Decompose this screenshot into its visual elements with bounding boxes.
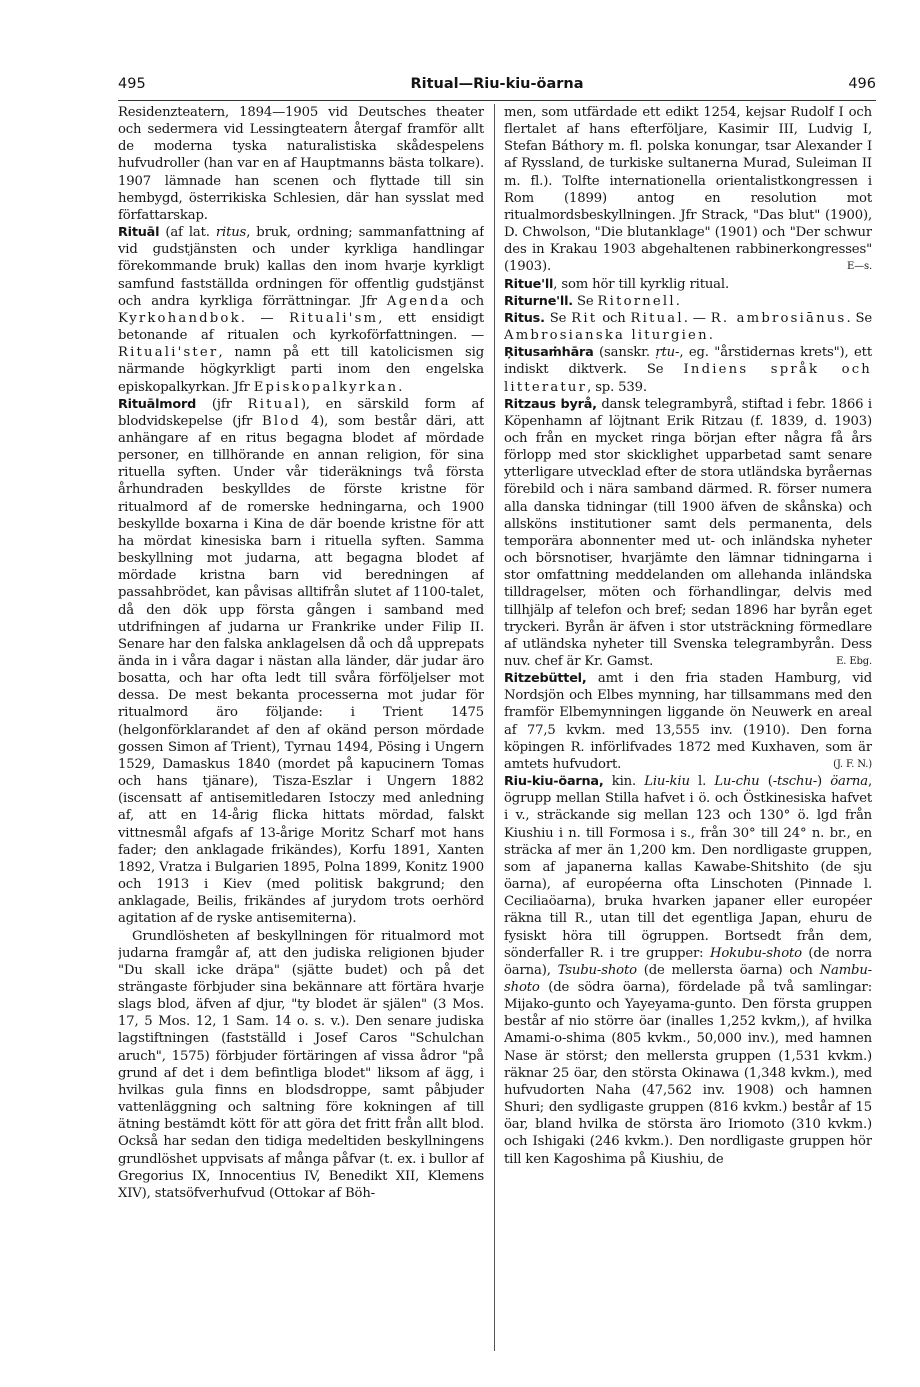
- headword-ritual: Rituāl: [118, 225, 160, 241]
- cross-ref-episkopalkyrkan: Episkopalkyrkan: [253, 379, 399, 395]
- paragraph-residenzteatern: Residenzteatern, 1894—1905 vid Deutsches theater och sedermera vid Lessingteatern återgaf framför allt de moderna tyska naturalistiska skådespelens hufvudroller (han var en af Hauptmanns bästa tolkare). 1907 lämnade han scenen och flyttade till sin hembygd, österrikiska Schlesien, där han sysslat med författarskap.: [118, 105, 484, 223]
- headword-ritzaus-byra: Ritzaus byrå,: [504, 396, 597, 412]
- cross-ref-indiens-sprak: Indiens språk och litteratur: [504, 362, 872, 395]
- headword-riturnell: Riturne'll.: [504, 293, 573, 309]
- cross-ref-ritornell: Ritornell: [597, 293, 676, 309]
- page-number-left: 495: [118, 76, 146, 92]
- cross-ref-agenda: Agenda: [386, 293, 451, 309]
- headword-ritzebuttel: Ritzebüttel,: [504, 671, 587, 687]
- left-column: [118, 104, 484, 1353]
- entry-rituell: Ritue'll, som hör till kyrklig ritual.: [504, 276, 730, 292]
- header-rule: [118, 100, 876, 101]
- cross-ref-kyrkohandbok: Kyrkohandbok: [118, 310, 241, 326]
- paragraph-continuation: men, som utfärdade ett edikt 1254, kejsar Rudolf I och flertalet af hans efterföljare, Kasimir III, Ludvig I, Stefan Báthory m. fl. polska konungar, tsar Alexander I af Ryssland, de turkiske sultanerna Murad, Suleiman II m. fl.). Tolfte internationella orientalistkongressen i Rom (1899) antog en resolution mot ritualmordsbeskyllningen. Jfr Strack, "Das blut" (1900), D. Chwolson, "Die blutanklage" (1901) och "Der schwur des in Krakau 1903 abgehaltenen rabbinerkongresses" (1903). E—s.: [504, 105, 872, 275]
- running-title: Ritual—Riu-kiu-öarna: [410, 76, 584, 92]
- page-number-right: 496: [848, 76, 876, 92]
- author-signature: E—s.: [846, 261, 872, 273]
- page-header: [118, 76, 876, 102]
- entry-ritualmord: Rituālmord (jfr Ritual), en särskild form af blodvidskepelse (jfr Blod 4), som består däri, att anhängare af en ritus begagna blodet af mördade personer, en tillhörande en annan religion, för sina rituella syften. Under vår tideräknings två första århundraden beskylldes de förste kristne för ritualmord af de romerske hedningarna, och 1900 beskyllde boxarna i Kina de där boende kristne för att ha mördat kinesiska barn i rituella syften. Samma beskyllning mot judarna, att begagna blodet af mördade kristna barn vid beredningen af passahbrödet, kan påvisas alltifrån slutet af 1100-talet, då den dök upp första gången i samband med utdrifningen af judarna ur Frankrike under Filip II. Senare har den falska anklagelsen då och då upprepats ända in i våra dagar i nästan alla länder, där judar äro bosatta, och har ofta ledt till svåra förföljelser mot dessa. De mest bekanta processerna mot judar för ritualmord äro följande: i Trient 1475 (helgonförklarandet af den af okänd person mördade gossen Simon af Trient), Tyrnau 1494, Pösing i Ungern 1529, Damaskus 1840 (mordet på kapucinern Tomas och hans tjänare), Tisza-Eszlar i Ungern 1882 (iscensatt af antisemitledaren Istoczy med anledning af, att en 14-årig flicka hittats mördad, falskt vittnesmål afgafs af 13-årige Moritz Scharf mot hans fader; den anklagade frikändes), Korfu 1891, Xanten 1892, Vratza i Bulgarien 1895, Polna 1899, Konitz 1900 och 1913 i Kiev (med politisk bakgrund; den anklagade, Beilis, frikändes af jurydom trots oerhörd agitation af de ryske antisemiterna).: [118, 396, 484, 927]
- entry-ritual: Rituāl (af lat. ritus, bruk, ordning; sammanfattning af vid gudstjänsten och under kyrkliga handlingar förekommande bruk) kallas den inom hvarje kyrkligt samfund fastställda ordningen för offentlig gudstjänst och andra kyrkliga förrättningar. Jfr Agenda och Kyrkohandbok. — Rituali'sm, ett ensidigt betonande af ritualen och kyrkoförfattningen. — Rituali'ster, namn på ett till katolicismen sig närmande högkyrkligt parti inom den engelska episkopalkyrkan. Jfr Episkopalkyrkan.: [118, 225, 484, 395]
- author-signature: E. Ebg.: [836, 656, 872, 667]
- headword-riu-kiu-oarna: Riu-kiu-öarna,: [504, 774, 604, 790]
- headword-rituell: Ritue'll: [504, 276, 554, 292]
- entry-ritus: Ritus. Se Rit och Ritual. — R. ambrosiānus. Se Ambrosianska liturgien.: [504, 310, 872, 344]
- right-column: [504, 104, 872, 1353]
- headword-ritualmord: Rituālmord: [118, 396, 197, 412]
- cross-ref-ambrosianska-liturgien: Ambrosianska liturgien: [504, 328, 709, 344]
- entry-ritzaus-byra: Ritzaus byrå, dansk telegrambyrå, stiftad i febr. 1866 i Köpenhamn af löjtnant Erik Ritzau (f. 1839, d. 1903) och från en mycket ringa början efter några få års förlopp med stor skicklighet upparbetad samt senare ytterligare utvecklad efter de stora utländska byråernas förebild och i nära samband därmed. R. förser numera alla danska tidningar (till 1900 äfven de skånska) och allsköns institutioner samt dels permanenta, dels temporära abonnenter med ut- och inländska nyheter och börsnotiser, hvarjämte den lämnar tidningarna i stor omfattning meddelanden om allehanda inländska tilldragelser, möten och förhandlingar, delvis med tillhjälp af telefon och bref; sedan 1896 har byrån eget tryckeri. Byrån är äfven i stor utsträckning förmedlare af utländska nyheter till Svenska telegrambyrån. Dess nuv. chef är Kr. Gamst. E. Ebg.: [504, 396, 872, 669]
- cross-ref-blod: Blod: [261, 413, 302, 429]
- cross-ref-rit: Rit: [571, 310, 598, 326]
- cross-ref-ritual: Ritual: [247, 396, 301, 412]
- entry-riu-kiu-oarna: Riu-kiu-öarna, kin. Liu-kiu l. Lu-chu (-tschu-) öarna, ögrupp mellan Stilla hafvet i ö. och Östkinesiska hafvet i v., sträckande sig mellan 123 och 130° ö. lgd från Kiushiu i n. till Formosa i s., från 30° till 24° n. br., en sträcka af mer än 1,200 km. Den nordligaste gruppen, som af japanerna kallas Kawabe-Shitshito (de sju öarna), af européerna ofta Linschoten (Pinnade l. Ceciliaöarna), bruka hvarken japaner eller européer räkna till R., utan till det egentliga Japan, ehuru de fysiskt höra till ögruppen. Bortsedt från dem, sönderfaller R. i tre grupper: Hokubu-shoto (de norra öarna), Tsubu-shoto (de mellersta öarna) och Nambu-shoto (de södra öarna), fördelade på två samlingar: Mijako-gunto och Yayeyama-gunto. Den första gruppen består af nio större öar (inalles 1,252 kvkm,), af hvilka Amami-o-shima (805 kvkm., 50,000 inv.), med hamnen Nase är störst; den mellersta gruppen (1,531 kvkm.) räknar 25 öar, den största Okinawa (1,348 kvkm.), med hufvudorten Naha (47,562 inv. 1908) och hamnen Shuri; den sydligaste gruppen (816 kvkm.) består af 15 öar, bland hvilka de största äro Iriomoto (310 kvkm.) och Ishigaki (246 kvkm.). Den nordligaste gruppen hör till ken Kagoshima på Kiushiu, de: [504, 774, 872, 1167]
- paragraph-grundlosheten: Grundlösheten af beskyllningen för ritualmord mot judarna framgår af, att den judiska religionen bjuder "Du skall icke dräpa" (sjätte budet) och på det strängaste förbjuder sina bekännare att förtära hvarje slags blod, äfven af djur, "ty blodet är själen" (3 Mos. 17, 5 Mos. 12, 1 Sam. 14 o. s. v.). Den senare judiska lagstiftningen (fastställd i Josef Caros "Schulchan aruch", 1575) förbjuder förtäringen af vissa ådror "på grund af det i dem befintliga blodet" liksom af ägg, i hvilkas gula finns en blodsdroppe, samt påbjuder vattenläggning och saltning före kokningen af till ätning bestämdt kött för att göra det fritt från allt blod. Också har sedan den tidiga medeltiden beskyllningens grundlöshet uppvisats af många påfvar (t. ex. i bullor af Gregorius IX, Innocentius IV, Benedikt XII, Klemens XIV), statsöfverhufvud (Ottokar af Böh-: [118, 928, 484, 1201]
- headword-ritus: Ritus.: [504, 310, 545, 326]
- entry-ritusamhara: Ŗitusaṁhāra (sanskr. ṛtu-, eg. "årstidernas krets"), ett indiskt diktverk. Se Indiens språk och litteratur, sp. 539.: [504, 345, 872, 395]
- subentry-ritualism: Rituali'sm: [289, 310, 379, 326]
- entry-ritzebuttel: Ritzebüttel, amt i den fria staden Hamburg, vid Nordsjön och Elbes mynning, har tillsammans med den framför Elbemynningen liggande ön Neuwerk en areal af 77,5 kvkm. med 13,555 inv. (1910). Den forna köpingen R. införlifvades 1872 med Kuxhaven, som är amtets hufvudort. (J. F. N.): [504, 671, 872, 772]
- cross-ref-ritual-2: Ritual: [630, 310, 684, 326]
- column-separator: [494, 104, 495, 1351]
- entry-riturnell: Riturne'll. Se Ritornell.: [504, 293, 680, 309]
- author-signature: (J. F. N.): [833, 758, 872, 770]
- subentry-r-ambrosianus: R. ambrosiānus: [710, 310, 847, 326]
- subentry-ritualister: Rituali'ster: [118, 345, 219, 361]
- headword-ritusamhara: Ŗitusaṁhāra: [504, 345, 594, 361]
